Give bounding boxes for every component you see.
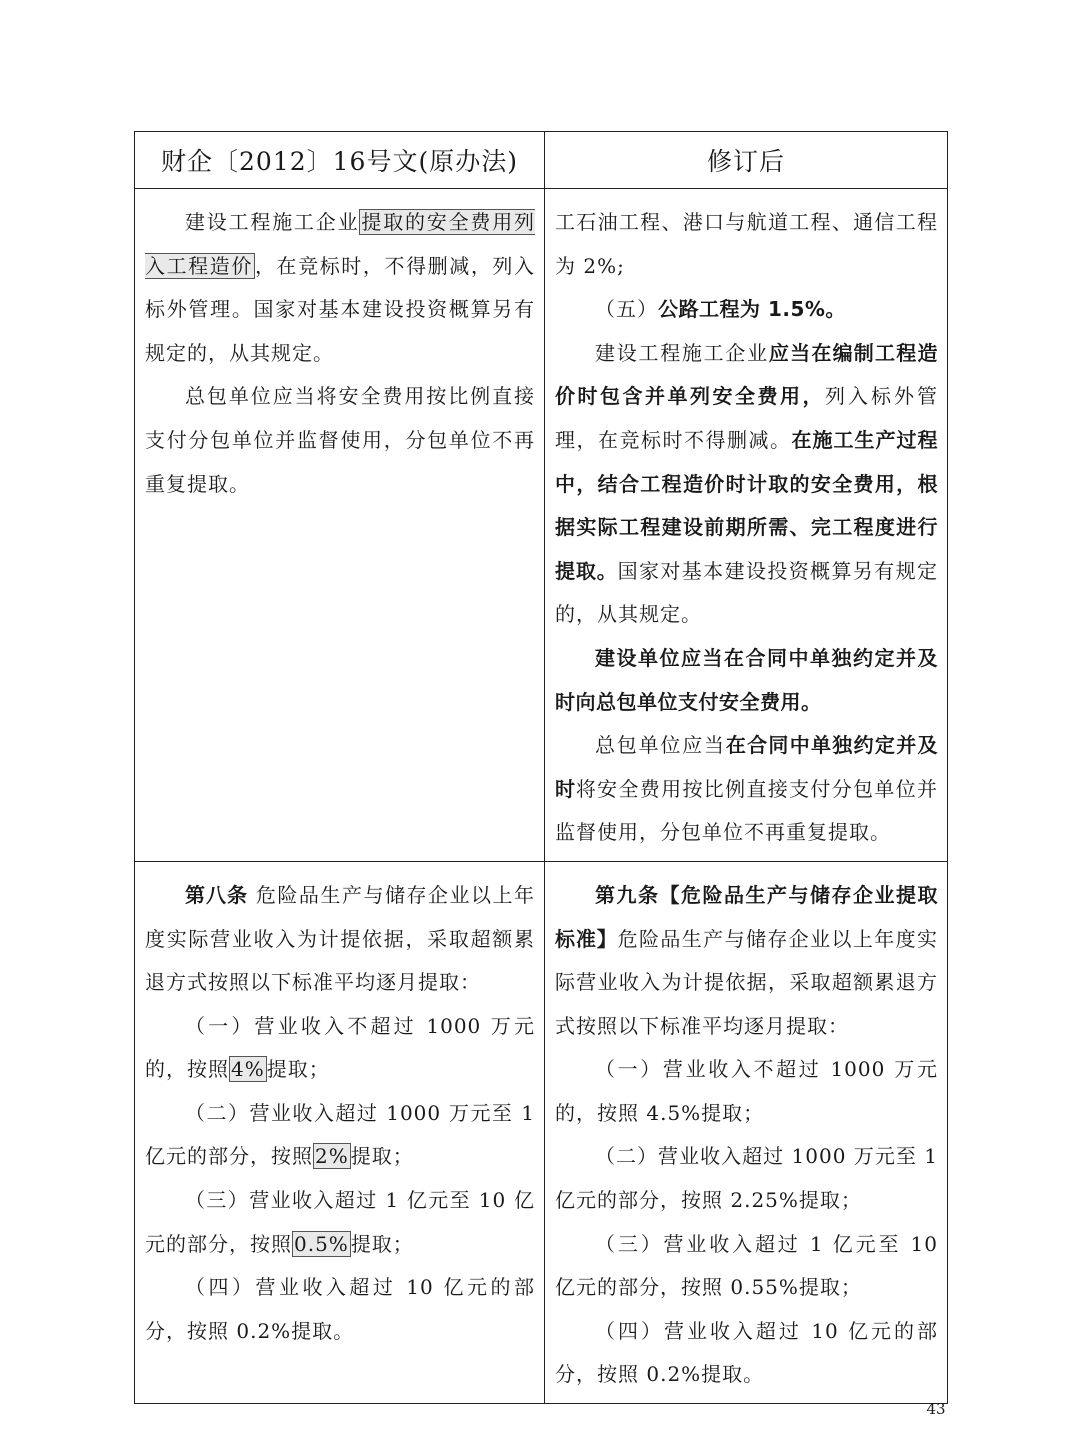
- paragraph: 工石油工程、港口与航道工程、通信工程为 2%;: [555, 210, 938, 278]
- row1-revised-cell: [545, 189, 948, 862]
- article-label: 第八条: [185, 882, 249, 907]
- paragraph: （二）营业收入超过 1000 万元至 1 亿元的部分，按照 2% 提取；: [145, 1100, 535, 1169]
- paragraph: （三）营业收入超过 1 亿元至 10 亿元的部分，按照 0.55%提取；: [555, 1231, 938, 1300]
- table-row: [135, 861, 948, 1403]
- comparison-table: [134, 131, 948, 1404]
- paragraph: （五）公路工程为 1.5%。: [595, 297, 846, 322]
- article-label: 第九条【危险品生产与储存企业提取标准】: [555, 882, 938, 951]
- paragraph: （一）营业收入不超过 1000 万元的，按照 4% 提取；: [145, 1013, 535, 1082]
- highlighted-text: 0.5%: [294, 1231, 349, 1256]
- highlighted-text: 提取的安全费用列入工程造价: [145, 210, 536, 278]
- header-original-rules: 财企〔2012〕16号文(原办法): [135, 132, 545, 189]
- table-row: [135, 189, 948, 862]
- page-number: 43: [926, 1400, 946, 1418]
- table-header-row: [135, 132, 948, 189]
- row2-revised-cell: [545, 861, 948, 1403]
- paragraph: 建设单位应当在合同中单独约定并及时向总包单位支付安全费用。: [555, 645, 938, 714]
- paragraph: 总包单位应当将安全费用按比例直接支付分包单位并监督使用，分包单位不再重复提取。: [145, 384, 535, 496]
- paragraph: （四）营业收入超过 10 亿元的部分，按照 0.2%提取。: [555, 1318, 938, 1387]
- paragraph: 建设工程施工企业应当在编制工程造价时包含并单列安全费用，列入标外管理，在竞标时不得删减。在施工生产过程中，结合工程造价时计取的安全费用，根据实际工程建设前期所需、完工程度进行提取。国家对基本建设投资概算另有规定的，从其规定。: [555, 340, 939, 627]
- paragraph: （三）营业收入超过 1 亿元至 10 亿元的部分，按照 0.5% 提取；: [145, 1188, 535, 1256]
- row2-original-cell: [135, 861, 545, 1403]
- row1-original-cell: [135, 189, 545, 862]
- highlighted-text: 2%: [315, 1144, 349, 1169]
- paragraph: 第九条【危险品生产与储存企业提取标准】危险品生产与储存企业以上年度实际营业收入为计提依据，采取超额累退方式按照以下标准平均逐月提取：: [555, 882, 939, 1038]
- paragraph: 总包单位应当在合同中单独约定并及时将安全费用按比例直接支付分包单位并监督使用，分包单位不再重复提取。: [555, 733, 939, 845]
- paragraph: 建设工程施工企业 提取的安全费用列入工程造价 ，在竞标时，不得删减，列入标外管理。国家对基本建设投资概算另有规定的，从其规定。: [145, 210, 536, 365]
- paragraph: （一）营业收入不超过 1000 万元的，按照 4.5%提取；: [555, 1057, 938, 1125]
- paragraph: 第八条 危险品生产与储存企业以上年度实际营业收入为计提依据，采取超额累退方式按照以下标准平均逐月提取：: [145, 882, 536, 995]
- header-revised-rules: 修订后: [545, 132, 948, 189]
- paragraph: （四）营业收入超过 10 亿元的部分，按照 0.2%提取。: [145, 1275, 535, 1343]
- highlighted-text: 4%: [231, 1057, 265, 1082]
- paragraph: （二）营业收入超过 1000 万元至 1 亿元的部分，按照 2.25%提取；: [555, 1144, 938, 1213]
